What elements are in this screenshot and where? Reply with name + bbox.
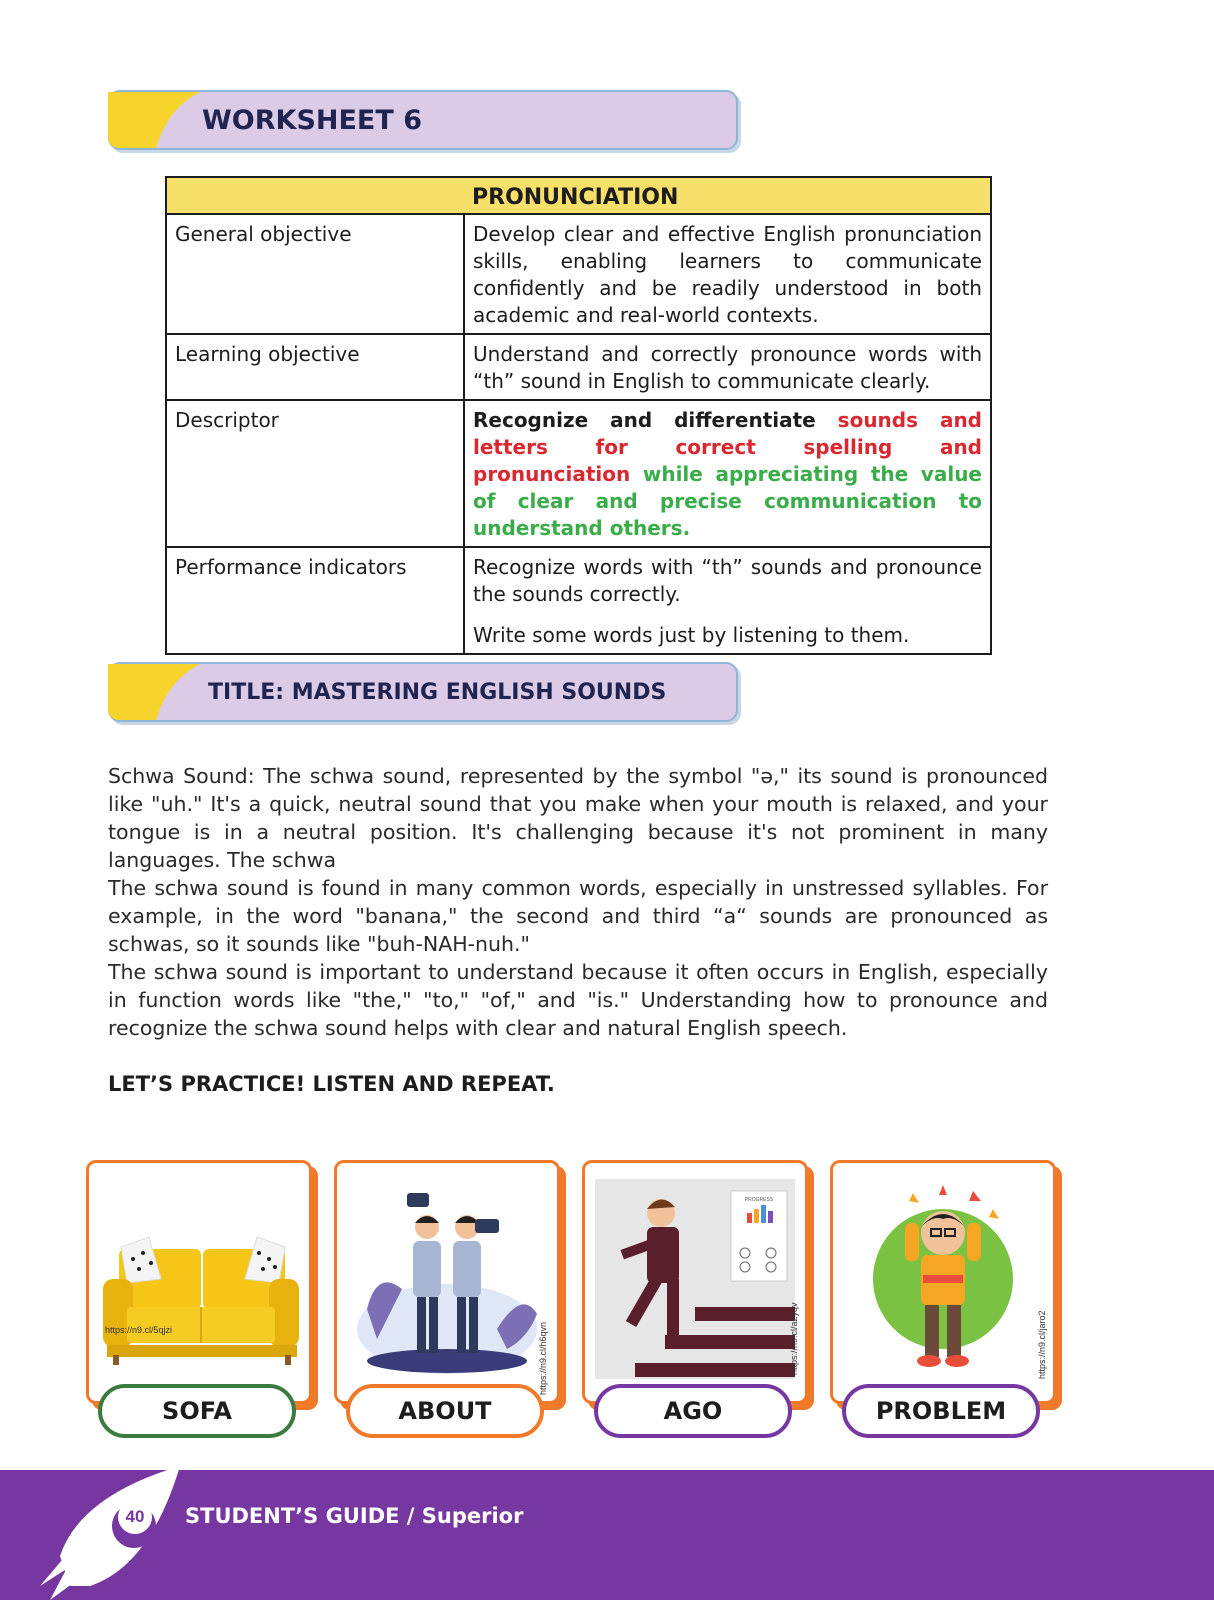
word-label-ago: AGO: [594, 1384, 792, 1438]
paragraph: Schwa Sound: The schwa sound, represented by the symbol "ə," its sound is pronounced like "uh." It's a quick, neutral sound that you make when your mouth is relaxed, and your tongue is in a neutral position. It's challenging because it's not prominent in many languages. The schwa: [108, 764, 1048, 872]
schwa-explanation: [108, 762, 1048, 1042]
row-label-general-objective: General objective: [166, 214, 464, 334]
row-value-descriptor: [464, 400, 991, 547]
image-source-url: https://n9.cl/h6qvn: [538, 1321, 548, 1395]
paragraph: The schwa sound is important to understand because it often occurs in English, especially in function words like "the," "to," "of," and "is." Understanding how to pronounce and recognize the schwa sound helps with clear and natural English speech.: [108, 960, 1048, 1040]
footer-guide-title: STUDENT’S GUIDE / Superior: [185, 1504, 524, 1528]
row-label-performance-indicators: Performance indicators: [166, 547, 464, 654]
sofa-image: [99, 1179, 299, 1379]
image-source-url: https://n9.cl/5qjzi: [105, 1325, 173, 1335]
image-source-url: https://n9.cl/jaro2: [1037, 1310, 1047, 1379]
table-row: [166, 547, 991, 654]
word-label-sofa: SOFA: [98, 1384, 296, 1438]
flashcard-problem[interactable]: [830, 1160, 1060, 1412]
table-row: [166, 334, 991, 400]
table-row: [166, 214, 991, 334]
row-value-learning-objective: Understand and correctly pronounce words with “th” sound in English to communicate clearly.: [464, 334, 991, 400]
performance-indicator-2: Write some words just by listening to them.: [473, 623, 910, 647]
flashcard-sofa[interactable]: [86, 1160, 316, 1412]
row-label-descriptor: Descriptor: [166, 400, 464, 547]
yellow-tab-decoration: [108, 660, 218, 720]
flashcard-ago[interactable]: [582, 1160, 812, 1412]
descriptor-part-1: Recognize and differentiate: [473, 408, 838, 432]
flashcard-about[interactable]: [334, 1160, 564, 1412]
table-header: PRONUNCIATION: [464, 177, 991, 214]
worksheet-title: WORKSHEET 6: [202, 105, 422, 136]
row-value-general-objective: Develop clear and effective English pronunciation skills, enabling learners to communicate confidently and be readily understood in both academic and real-world contexts.: [464, 214, 991, 334]
rocket-icon: [40, 1436, 190, 1600]
table-row: [166, 400, 991, 547]
section-title: TITLE: MASTERING ENGLISH SOUNDS: [208, 680, 667, 705]
image-source-url: https://n9.cl/a2yqv: [789, 1302, 799, 1375]
page-number: 40: [118, 1500, 152, 1534]
paragraph: The schwa sound is found in many common words, especially in unstressed syllables. For example, in the word "banana," the second and third “a“ sounds are pronounced as schwas, so it sounds like "buh-NAH-nuh.": [108, 876, 1048, 956]
descriptor-part-2: sounds and letters for correct spelling and pronunciation: [473, 408, 982, 486]
stressed-boy-image: [843, 1179, 1043, 1379]
descriptor-part-3: while appreciating the value of clear and precise communication to understand others.: [473, 462, 982, 540]
page-footer: [0, 1470, 1214, 1600]
talking-people-image: [347, 1179, 547, 1379]
worksheet-header: [108, 90, 738, 150]
section-header: [108, 662, 738, 722]
word-label-about: ABOUT: [346, 1384, 544, 1438]
word-label-problem: PROBLEM: [842, 1384, 1040, 1438]
row-label-learning-objective: Learning objective: [166, 334, 464, 400]
running-man-image: [595, 1179, 795, 1379]
performance-indicator-1: Recognize words with “th” sounds and pronounce the sounds correctly.: [473, 555, 982, 606]
objectives-table: [165, 176, 992, 655]
practice-heading: LET’S PRACTICE! LISTEN AND REPEAT.: [108, 1072, 555, 1096]
progress-label: PROGRESS: [744, 1197, 774, 1203]
